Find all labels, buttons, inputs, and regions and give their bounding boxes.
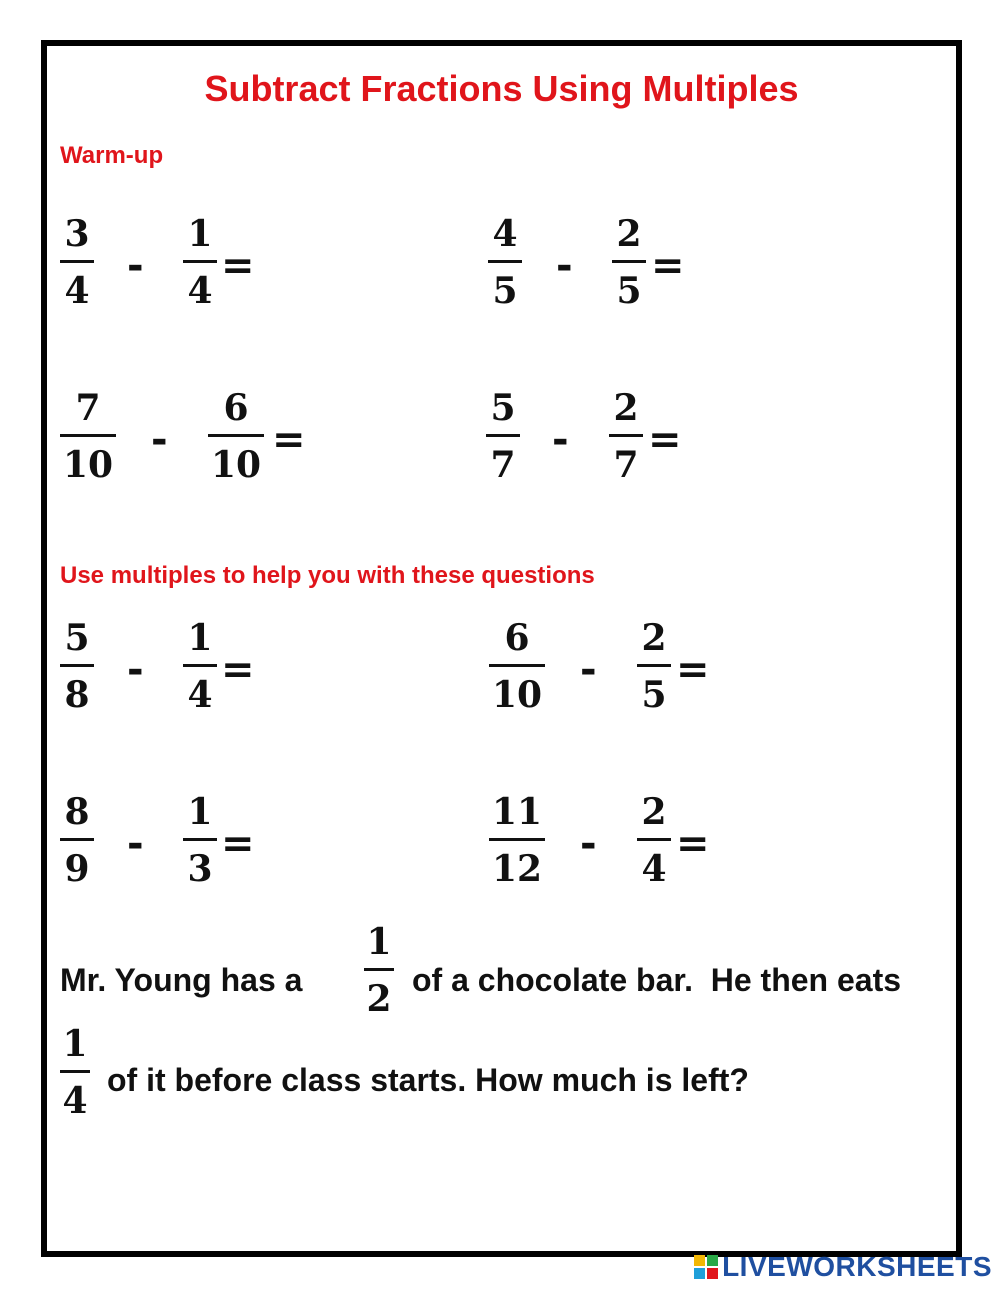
denominator: 10 — [491, 674, 543, 716]
equals-sign: = — [676, 821, 710, 867]
numerator: 1 — [62, 1023, 88, 1065]
fraction-bar — [60, 434, 116, 437]
word-problem-fraction-2 — [60, 1024, 90, 1121]
numerator: 4 — [492, 213, 518, 255]
equals-sign: = — [648, 417, 682, 463]
fraction-bar — [183, 664, 217, 667]
problem-5-fraction-b — [183, 618, 217, 715]
fraction-bar — [637, 664, 671, 667]
logo-text: LIVEWORKSHEETS — [722, 1251, 992, 1282]
numerator: 11 — [491, 791, 543, 833]
fraction-bar — [60, 260, 94, 263]
section-warmup: Warm-up — [60, 142, 164, 169]
numerator: 7 — [75, 387, 101, 429]
minus-sign: - — [127, 647, 144, 693]
liveworksheets-logo — [694, 1251, 992, 1283]
minus-sign: - — [552, 417, 569, 463]
problem-3-fraction-b — [208, 388, 264, 485]
numerator: 1 — [187, 213, 213, 255]
denominator: 4 — [187, 270, 213, 312]
problem-6-fraction-b — [637, 618, 671, 715]
minus-sign: - — [580, 821, 597, 867]
denominator: 10 — [210, 444, 262, 486]
numerator: 2 — [616, 213, 642, 255]
problem-8-fraction-a — [489, 792, 545, 889]
denominator: 3 — [187, 848, 213, 890]
equals-sign: = — [676, 647, 710, 693]
word-problem-text-1: Mr. Young has a — [60, 962, 303, 998]
worksheet-frame — [41, 40, 962, 1257]
denominator: 4 — [62, 1080, 88, 1122]
minus-sign: - — [151, 417, 168, 463]
problem-7-fraction-a — [60, 792, 94, 889]
fraction-bar — [60, 1070, 90, 1073]
equals-sign: = — [221, 243, 255, 289]
problem-4-fraction-b — [609, 388, 643, 485]
problem-4-fraction-a — [486, 388, 520, 485]
denominator: 12 — [491, 848, 543, 890]
fraction-bar — [364, 968, 394, 971]
equals-sign: = — [651, 243, 685, 289]
denominator: 4 — [64, 270, 90, 312]
problem-5-fraction-a — [60, 618, 94, 715]
denominator: 7 — [490, 444, 516, 486]
numerator: 3 — [64, 213, 90, 255]
denominator: 5 — [641, 674, 667, 716]
problem-3-fraction-a — [60, 388, 116, 485]
minus-sign: - — [127, 821, 144, 867]
problem-7-fraction-b — [183, 792, 217, 889]
numerator: 2 — [641, 791, 667, 833]
word-problem-text-3: of it before class starts. How much is left? — [107, 1062, 749, 1098]
fraction-bar — [60, 838, 94, 841]
word-problem-text-2: of a chocolate bar. He then eats — [412, 962, 902, 998]
word-problem-fraction-1 — [364, 922, 394, 1019]
logo-mark-icon — [694, 1255, 718, 1279]
numerator: 2 — [613, 387, 639, 429]
denominator: 8 — [64, 674, 90, 716]
numerator: 8 — [64, 791, 90, 833]
problem-6-fraction-a — [489, 618, 545, 715]
fraction-bar — [489, 838, 545, 841]
minus-sign: - — [127, 243, 144, 289]
problem-2-fraction-a — [488, 214, 522, 311]
fraction-bar — [486, 434, 520, 437]
equals-sign: = — [272, 417, 306, 463]
numerator: 5 — [490, 387, 516, 429]
fraction-bar — [60, 664, 94, 667]
fraction-bar — [612, 260, 646, 263]
problem-1-fraction-a — [60, 214, 94, 311]
equals-sign: = — [221, 647, 255, 693]
fraction-bar — [637, 838, 671, 841]
numerator: 6 — [223, 387, 249, 429]
problem-2-fraction-b — [612, 214, 646, 311]
numerator: 2 — [641, 617, 667, 659]
denominator: 2 — [366, 978, 392, 1020]
problem-1-fraction-b — [183, 214, 217, 311]
denominator: 5 — [492, 270, 518, 312]
denominator: 7 — [613, 444, 639, 486]
minus-sign: - — [556, 243, 573, 289]
fraction-bar — [488, 260, 522, 263]
minus-sign: - — [580, 647, 597, 693]
denominator: 5 — [616, 270, 642, 312]
page-title: Subtract Fractions Using Multiples — [204, 68, 799, 109]
fraction-bar — [489, 664, 545, 667]
numerator: 1 — [187, 791, 213, 833]
denominator: 4 — [187, 674, 213, 716]
problem-8-fraction-b — [637, 792, 671, 889]
denominator: 9 — [64, 848, 90, 890]
fraction-bar — [609, 434, 643, 437]
denominator: 4 — [641, 848, 667, 890]
equals-sign: = — [221, 821, 255, 867]
fraction-bar — [183, 838, 217, 841]
numerator: 6 — [504, 617, 530, 659]
fraction-bar — [183, 260, 217, 263]
section-multiples: Use multiples to help you with these questions — [60, 562, 595, 589]
fraction-bar — [208, 434, 264, 437]
numerator: 1 — [366, 921, 392, 963]
denominator: 10 — [62, 444, 114, 486]
numerator: 5 — [64, 617, 90, 659]
numerator: 1 — [187, 617, 213, 659]
